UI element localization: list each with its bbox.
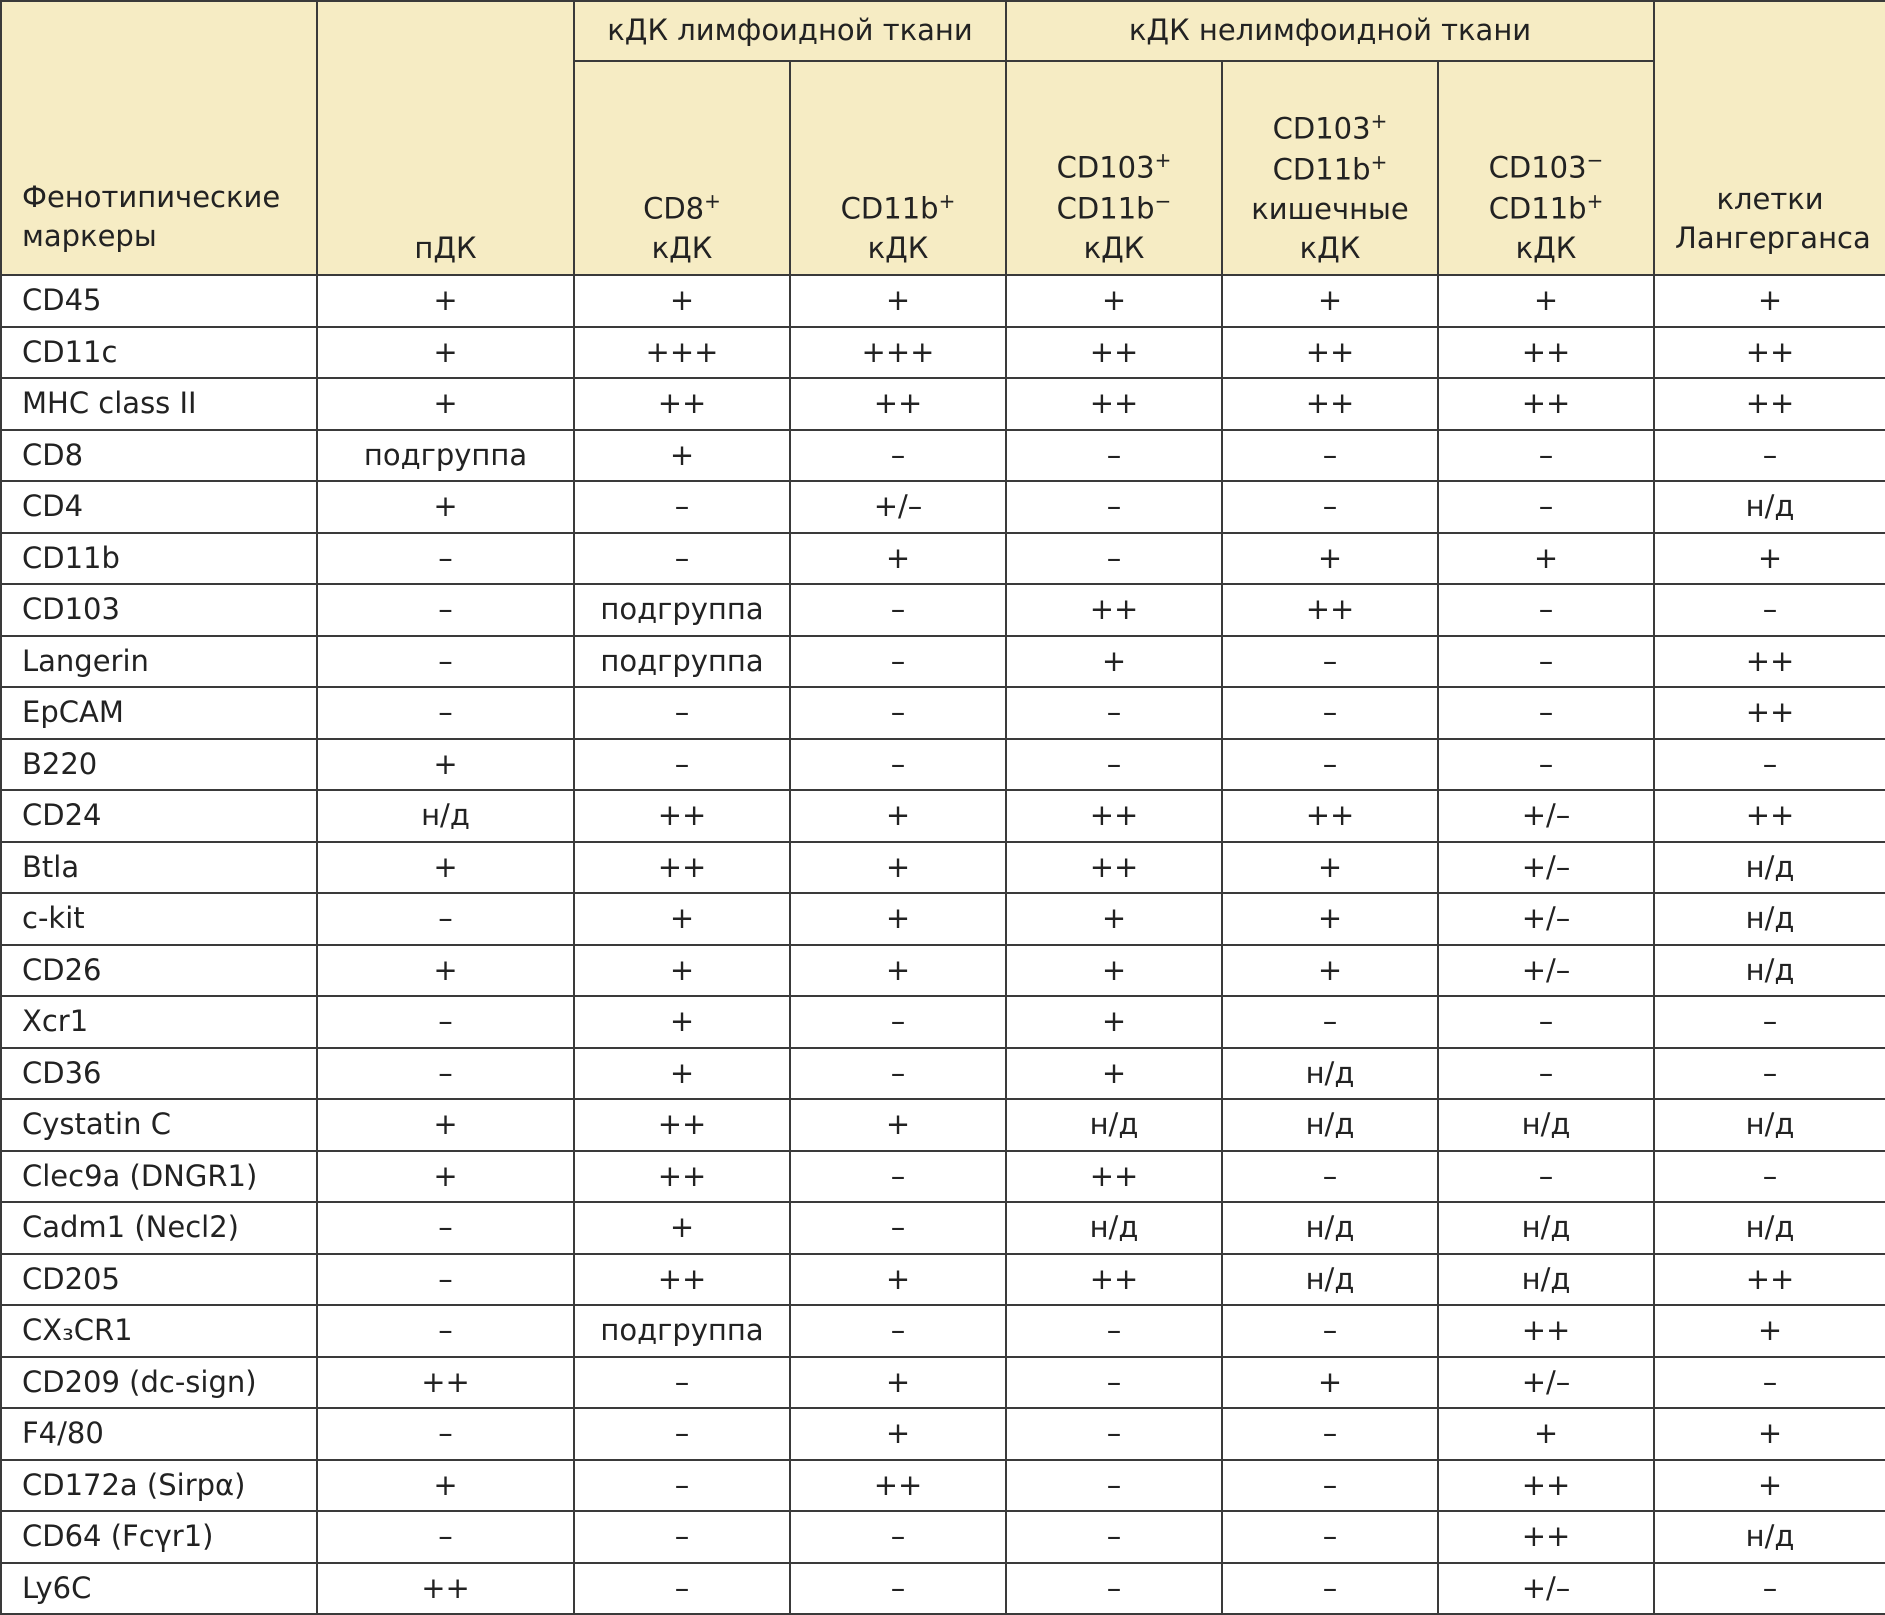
header-cd103neg-cd11bpos: CD103− CD11b+ кДК: [1438, 61, 1654, 275]
value-cell: ++: [1654, 327, 1885, 379]
table-row: [1, 1511, 1885, 1563]
value-cell: подгруппа: [317, 430, 574, 482]
value-cell: –: [1654, 1048, 1885, 1100]
value-cell: ++: [1006, 842, 1222, 894]
value-cell: –: [790, 430, 1006, 482]
value-cell: –: [1438, 1151, 1654, 1203]
value-cell: –: [1222, 1511, 1438, 1563]
value-cell: +: [1222, 533, 1438, 585]
value-cell: н/д: [1222, 1048, 1438, 1100]
value-cell: +: [574, 275, 790, 327]
value-cell: +: [1006, 996, 1222, 1048]
header-cd103pos-cd11bpos-intestinal: CD103+ CD11b+ кишечные кДК: [1222, 61, 1438, 275]
header-pdc: пДК: [317, 1, 574, 275]
value-cell: ++: [1222, 327, 1438, 379]
value-cell: +: [317, 1151, 574, 1203]
table-row: [1, 378, 1885, 430]
value-cell: –: [790, 1048, 1006, 1100]
value-cell: –: [574, 481, 790, 533]
value-cell: –: [1222, 1408, 1438, 1460]
table-row: [1, 842, 1885, 894]
value-cell: +/–: [1438, 790, 1654, 842]
table-row: [1, 790, 1885, 842]
header-cd11b-cdc: CD11b+ кДК: [790, 61, 1006, 275]
value-cell: –: [1222, 481, 1438, 533]
table-row: [1, 1254, 1885, 1306]
marker-cell: CX₃CR1: [1, 1305, 317, 1357]
marker-cell: Cadm1 (Necl2): [1, 1202, 317, 1254]
value-cell: ++: [1006, 327, 1222, 379]
value-cell: –: [317, 1408, 574, 1460]
value-cell: н/д: [1006, 1202, 1222, 1254]
value-cell: ++: [1654, 378, 1885, 430]
value-cell: +/–: [1438, 1563, 1654, 1615]
value-cell: +: [317, 945, 574, 997]
value-cell: –: [1222, 1305, 1438, 1357]
table-row: [1, 584, 1885, 636]
header-cd8-cdc: CD8+ кДК: [574, 61, 790, 275]
table-row: [1, 1048, 1885, 1100]
value-cell: н/д: [1654, 1511, 1885, 1563]
value-cell: –: [574, 1357, 790, 1409]
value-cell: +: [790, 533, 1006, 585]
value-cell: –: [1006, 481, 1222, 533]
value-cell: +++: [790, 327, 1006, 379]
value-cell: +: [574, 996, 790, 1048]
value-cell: ++: [574, 378, 790, 430]
value-cell: +++: [574, 327, 790, 379]
value-cell: –: [790, 1202, 1006, 1254]
value-cell: +: [574, 945, 790, 997]
table-row: [1, 533, 1885, 585]
value-cell: –: [1006, 533, 1222, 585]
marker-cell: B220: [1, 739, 317, 791]
value-cell: ++: [574, 842, 790, 894]
table-row: [1, 1357, 1885, 1409]
value-cell: +: [317, 481, 574, 533]
value-cell: ++: [1222, 378, 1438, 430]
value-cell: ++: [1006, 584, 1222, 636]
value-cell: –: [1222, 1460, 1438, 1512]
value-cell: ++: [1222, 790, 1438, 842]
table-row: [1, 893, 1885, 945]
value-cell: –: [1222, 739, 1438, 791]
value-cell: –: [1654, 584, 1885, 636]
value-cell: +: [317, 1460, 574, 1512]
value-cell: +: [1006, 893, 1222, 945]
value-cell: –: [317, 996, 574, 1048]
value-cell: н/д: [1654, 481, 1885, 533]
value-cell: +: [574, 1048, 790, 1100]
value-cell: –: [790, 584, 1006, 636]
marker-cell: Clec9a (DNGR1): [1, 1151, 317, 1203]
value-cell: +: [1006, 636, 1222, 688]
value-cell: +: [1438, 533, 1654, 585]
value-cell: +: [1438, 1408, 1654, 1460]
value-cell: +: [1006, 275, 1222, 327]
value-cell: –: [1006, 739, 1222, 791]
marker-cell: CD172a (Sirpα): [1, 1460, 317, 1512]
marker-cell: Btla: [1, 842, 317, 894]
value-cell: +: [317, 378, 574, 430]
value-cell: +: [790, 1254, 1006, 1306]
value-cell: +: [317, 275, 574, 327]
table-row: [1, 996, 1885, 1048]
value-cell: н/д: [1654, 1202, 1885, 1254]
marker-cell: Ly6C: [1, 1563, 317, 1615]
value-cell: –: [1654, 1151, 1885, 1203]
marker-cell: Langerin: [1, 636, 317, 688]
table-row: [1, 739, 1885, 791]
marker-cell: CD64 (Fcγr1): [1, 1511, 317, 1563]
value-cell: –: [1006, 687, 1222, 739]
value-cell: ++: [790, 378, 1006, 430]
value-cell: н/д: [1654, 1099, 1885, 1151]
value-cell: +: [1222, 1357, 1438, 1409]
marker-cell: MHC class II: [1, 378, 317, 430]
value-cell: +: [317, 1099, 574, 1151]
value-cell: +: [790, 790, 1006, 842]
table-row: [1, 1460, 1885, 1512]
value-cell: –: [574, 1563, 790, 1615]
table-row: [1, 481, 1885, 533]
marker-cell: Cystatin C: [1, 1099, 317, 1151]
table-row: [1, 687, 1885, 739]
value-cell: ++: [1006, 1254, 1222, 1306]
value-cell: +/–: [1438, 945, 1654, 997]
value-cell: ++: [317, 1357, 574, 1409]
value-cell: н/д: [1222, 1099, 1438, 1151]
table-header: [1, 1, 1885, 275]
value-cell: –: [1222, 430, 1438, 482]
value-cell: +: [1654, 275, 1885, 327]
value-cell: –: [317, 1254, 574, 1306]
value-cell: –: [574, 739, 790, 791]
value-cell: –: [317, 584, 574, 636]
value-cell: ++: [317, 1563, 574, 1615]
value-cell: н/д: [1438, 1099, 1654, 1151]
value-cell: +: [790, 275, 1006, 327]
value-cell: +: [1654, 1305, 1885, 1357]
marker-cell: CD11b: [1, 533, 317, 585]
value-cell: +: [1222, 842, 1438, 894]
table-row: [1, 1563, 1885, 1615]
value-cell: ++: [1438, 1460, 1654, 1512]
value-cell: –: [1006, 1460, 1222, 1512]
value-cell: ++: [1654, 636, 1885, 688]
value-cell: +/–: [790, 481, 1006, 533]
marker-cell: CD24: [1, 790, 317, 842]
value-cell: ++: [574, 1254, 790, 1306]
value-cell: –: [1438, 1048, 1654, 1100]
value-cell: –: [790, 1511, 1006, 1563]
value-cell: –: [1654, 1563, 1885, 1615]
marker-cell: CD45: [1, 275, 317, 327]
value-cell: –: [1438, 636, 1654, 688]
value-cell: –: [1654, 996, 1885, 1048]
table-body: [1, 275, 1885, 1614]
marker-cell: CD36: [1, 1048, 317, 1100]
value-cell: –: [1006, 1357, 1222, 1409]
value-cell: ++: [1654, 687, 1885, 739]
value-cell: –: [1654, 739, 1885, 791]
table-row: [1, 1099, 1885, 1151]
value-cell: –: [790, 996, 1006, 1048]
value-cell: +: [790, 1099, 1006, 1151]
value-cell: +: [1222, 945, 1438, 997]
value-cell: ++: [1654, 1254, 1885, 1306]
value-cell: –: [574, 1511, 790, 1563]
header-langerhans: клетки Лангерганса: [1654, 1, 1885, 275]
value-cell: ++: [574, 1099, 790, 1151]
value-cell: +: [1222, 893, 1438, 945]
value-cell: +: [790, 1408, 1006, 1460]
value-cell: –: [790, 1305, 1006, 1357]
marker-cell: Xcr1: [1, 996, 317, 1048]
header-cd103pos-cd11bneg: CD103+ CD11b− кДК: [1006, 61, 1222, 275]
value-cell: –: [1222, 636, 1438, 688]
table-row: [1, 430, 1885, 482]
value-cell: –: [574, 1460, 790, 1512]
value-cell: +: [317, 739, 574, 791]
value-cell: –: [1222, 1563, 1438, 1615]
marker-cell: CD4: [1, 481, 317, 533]
value-cell: ++: [1654, 790, 1885, 842]
value-cell: –: [1438, 481, 1654, 533]
value-cell: –: [1006, 430, 1222, 482]
marker-cell: CD26: [1, 945, 317, 997]
value-cell: н/д: [1222, 1254, 1438, 1306]
value-cell: подгруппа: [574, 1305, 790, 1357]
value-cell: н/д: [1654, 842, 1885, 894]
value-cell: –: [1006, 1563, 1222, 1615]
value-cell: +/–: [1438, 893, 1654, 945]
table-row: [1, 1151, 1885, 1203]
value-cell: –: [1438, 430, 1654, 482]
value-cell: +: [790, 893, 1006, 945]
value-cell: +: [790, 1357, 1006, 1409]
value-cell: –: [317, 1511, 574, 1563]
value-cell: –: [1006, 1511, 1222, 1563]
table-row: [1, 1202, 1885, 1254]
value-cell: –: [1438, 996, 1654, 1048]
value-cell: н/д: [1438, 1254, 1654, 1306]
value-cell: +: [790, 842, 1006, 894]
value-cell: подгруппа: [574, 636, 790, 688]
value-cell: –: [1222, 687, 1438, 739]
value-cell: –: [1654, 430, 1885, 482]
value-cell: –: [317, 1305, 574, 1357]
marker-cell: CD8: [1, 430, 317, 482]
value-cell: –: [1654, 1357, 1885, 1409]
value-cell: –: [1438, 739, 1654, 791]
value-cell: –: [317, 687, 574, 739]
header-group-nonlymphoid: кДК нелимфоидной ткани: [1006, 1, 1654, 61]
value-cell: ++: [1438, 1511, 1654, 1563]
value-cell: ++: [1438, 1305, 1654, 1357]
value-cell: –: [790, 1563, 1006, 1615]
value-cell: ++: [1006, 1151, 1222, 1203]
value-cell: –: [1006, 1408, 1222, 1460]
value-cell: –: [790, 636, 1006, 688]
value-cell: –: [317, 893, 574, 945]
marker-cell: CD11c: [1, 327, 317, 379]
value-cell: н/д: [1654, 945, 1885, 997]
value-cell: ++: [790, 1460, 1006, 1512]
value-cell: +: [574, 430, 790, 482]
value-cell: –: [317, 636, 574, 688]
table-row: [1, 327, 1885, 379]
value-cell: н/д: [317, 790, 574, 842]
value-cell: ++: [1438, 327, 1654, 379]
value-cell: –: [317, 1202, 574, 1254]
value-cell: ++: [574, 1151, 790, 1203]
table-row: [1, 1305, 1885, 1357]
value-cell: +: [1654, 1408, 1885, 1460]
value-cell: –: [790, 739, 1006, 791]
value-cell: –: [1438, 687, 1654, 739]
value-cell: +: [574, 893, 790, 945]
table-row: [1, 1408, 1885, 1460]
value-cell: –: [1222, 996, 1438, 1048]
value-cell: –: [1006, 1305, 1222, 1357]
value-cell: ++: [1438, 378, 1654, 430]
value-cell: –: [317, 1048, 574, 1100]
table-row: [1, 945, 1885, 997]
value-cell: –: [574, 533, 790, 585]
value-cell: –: [1222, 1151, 1438, 1203]
value-cell: н/д: [1438, 1202, 1654, 1254]
value-cell: +: [574, 1202, 790, 1254]
value-cell: +: [1006, 1048, 1222, 1100]
marker-cell: CD209 (dc-sign): [1, 1357, 317, 1409]
value-cell: +: [1438, 275, 1654, 327]
value-cell: ++: [1222, 584, 1438, 636]
value-cell: ++: [1006, 790, 1222, 842]
value-cell: н/д: [1654, 893, 1885, 945]
value-cell: ++: [574, 790, 790, 842]
marker-cell: c-kit: [1, 893, 317, 945]
header-group-lymphoid: кДК лимфоидной ткани: [574, 1, 1006, 61]
value-cell: –: [574, 687, 790, 739]
value-cell: –: [1438, 584, 1654, 636]
value-cell: +/–: [1438, 1357, 1654, 1409]
value-cell: +/–: [1438, 842, 1654, 894]
value-cell: –: [790, 687, 1006, 739]
value-cell: –: [574, 1408, 790, 1460]
value-cell: подгруппа: [574, 584, 790, 636]
value-cell: +: [1222, 275, 1438, 327]
value-cell: +: [317, 327, 574, 379]
value-cell: –: [317, 533, 574, 585]
marker-cell: EpCAM: [1, 687, 317, 739]
value-cell: ++: [1006, 378, 1222, 430]
marker-cell: F4/80: [1, 1408, 317, 1460]
value-cell: –: [790, 1151, 1006, 1203]
header-markers: Фенотипические маркеры: [1, 1, 317, 275]
marker-cell: CD205: [1, 1254, 317, 1306]
value-cell: н/д: [1222, 1202, 1438, 1254]
value-cell: н/д: [1006, 1099, 1222, 1151]
table-row: [1, 636, 1885, 688]
table-row: [1, 275, 1885, 327]
value-cell: +: [317, 842, 574, 894]
value-cell: +: [1006, 945, 1222, 997]
marker-cell: CD103: [1, 584, 317, 636]
value-cell: +: [1654, 1460, 1885, 1512]
value-cell: +: [790, 945, 1006, 997]
value-cell: +: [1654, 533, 1885, 585]
